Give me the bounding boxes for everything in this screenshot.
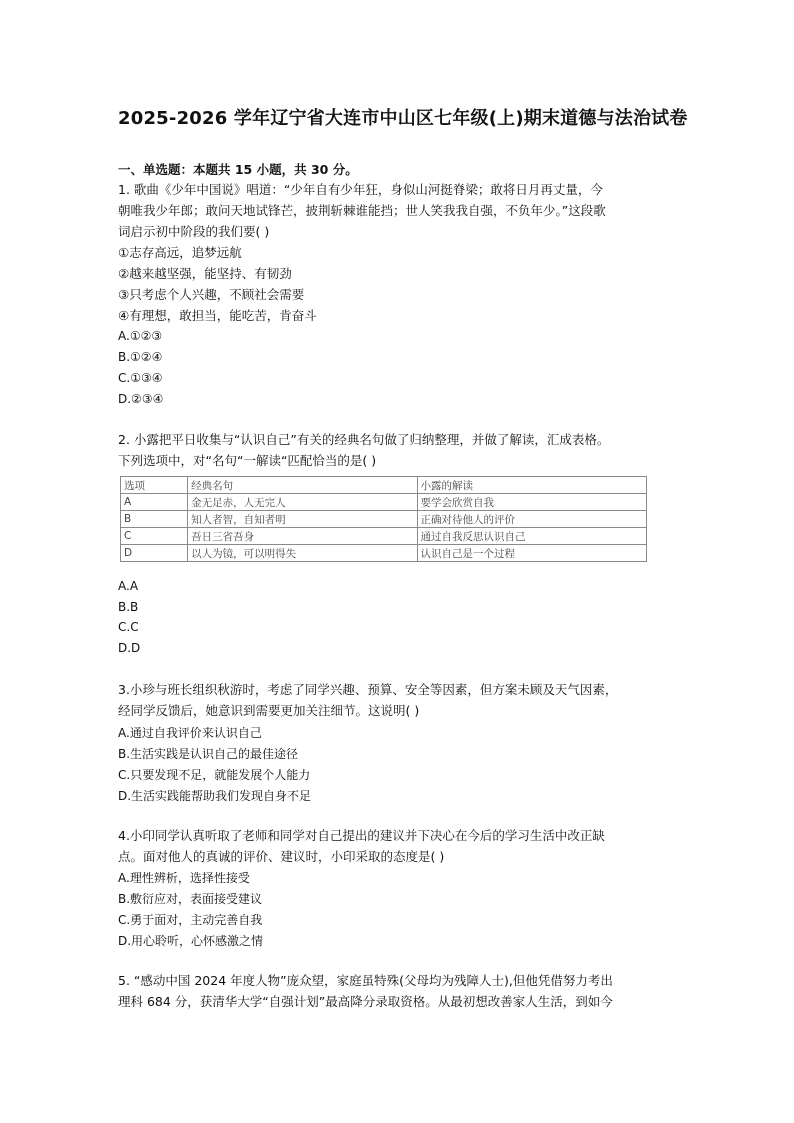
table-row xyxy=(121,528,647,545)
question-1-stem-line: 朝唯我少年郎；敢问天地试锋芒，披荆斩棘谁能挡；世人笑我我自强，不负年少。”这段歌 xyxy=(118,203,606,218)
question-3-option-a[interactable]: A.通过自我评价来认识自己 xyxy=(118,726,262,740)
table-cell: 金无足赤，人无完人 xyxy=(188,494,417,511)
question-5-stem-line: 理科 684 分，获清华大学“自强计划”最高降分录取资格。从最初想改善家人生活，到如今 xyxy=(118,994,613,1009)
table-cell: 吾日三省吾身 xyxy=(188,528,417,545)
question-3-option-b[interactable]: B.生活实践是认识自己的最佳途径 xyxy=(118,747,299,761)
table-cell: C xyxy=(121,528,188,545)
question-5-stem-line: 5. “感动中国 2024 年度人物”庞众望，家庭虽特殊(父母均为残障人士),但他凭借努力考出 xyxy=(118,973,613,988)
question-2-option-c[interactable]: C.C xyxy=(118,620,139,634)
table-cell: 要学会欣赏自我 xyxy=(417,494,646,511)
table-header-cell: 小露的解读 xyxy=(417,477,646,494)
question-1-statement: ④有理想，敢担当，能吃苦，肯奋斗 xyxy=(118,308,317,323)
question-1-stem-line: 词启示初中阶段的我们要( ) xyxy=(118,224,270,239)
question-2-stem-line: 下列选项中，对“名句“一解读“匹配恰当的是( ) xyxy=(118,453,377,468)
question-1-statement: ②越来越坚强，能坚持、有韧劲 xyxy=(118,266,292,281)
question-1-option-a[interactable]: A.①②③ xyxy=(118,329,163,343)
question-2-option-d[interactable]: D.D xyxy=(118,641,141,655)
table-cell: 以人为镜，可以明得失 xyxy=(188,545,417,562)
question-2-table xyxy=(120,476,647,562)
question-1-option-b[interactable]: B.①②④ xyxy=(118,350,163,364)
question-4-option-b[interactable]: B.敷衍应对，表面接受建议 xyxy=(118,892,263,906)
table-cell: D xyxy=(121,545,188,562)
question-1-statement: ①志存高远，追梦远航 xyxy=(118,245,242,260)
question-4-option-c[interactable]: C.勇于面对，主动完善自我 xyxy=(118,913,263,927)
question-1-stem-line: 1. 歌曲《少年中国说》唱道：“少年自有少年狂，身似山河挺脊梁；敢将日月再丈量，今 xyxy=(118,182,603,197)
question-4-stem-line: 4.小印同学认真听取了老师和同学对自己提出的建议并下决心在今后的学习生活中改正缺 xyxy=(118,828,605,843)
table-cell: 认识自己是一个过程 xyxy=(417,545,646,562)
question-3-stem-line: 经同学反馈后，她意识到需要更加关注细节。这说明( ) xyxy=(118,703,420,718)
question-4-option-d[interactable]: D.用心聆听，心怀感激之情 xyxy=(118,934,264,948)
question-3-stem-line: 3.小珍与班长组织秋游时，考虑了同学兴趣、预算、安全等因素，但方案未顾及天气因素， xyxy=(118,682,618,697)
question-1-statement: ③只考虑个人兴趣，不顾社会需要 xyxy=(118,287,305,302)
table-cell: 正确对待他人的评价 xyxy=(417,511,646,528)
table-row xyxy=(121,494,647,511)
table-cell: A xyxy=(121,494,188,511)
question-2-option-b[interactable]: B.B xyxy=(118,600,139,614)
table-header-cell: 经典名句 xyxy=(188,477,417,494)
table-cell: B xyxy=(121,511,188,528)
table-cell: 通过自我反思认识自己 xyxy=(417,528,646,545)
page-title: 2025-2026 学年辽宁省大连市中山区七年级(上)期末道德与法治试卷 xyxy=(118,108,688,129)
question-1-option-d[interactable]: D.②③④ xyxy=(118,392,164,406)
question-2-stem-line: 2. 小露把平日收集与“认识自己”有关的经典名句做了归纳整理，并做了解读，汇成表格。 xyxy=(118,432,610,447)
table-row xyxy=(121,545,647,562)
table-row xyxy=(121,511,647,528)
section-heading: 一、单选题：本题共 15 小题，共 30 分。 xyxy=(118,162,358,177)
table-cell: 知人者智，自知者明 xyxy=(188,511,417,528)
question-4-stem-line: 点。面对他人的真诚的评价、建议时，小印采取的态度是( ) xyxy=(118,849,445,864)
question-3-option-d[interactable]: D.生活实践能帮助我们发现自身不足 xyxy=(118,789,312,803)
table-header-cell: 选项 xyxy=(121,477,188,494)
question-2-option-a[interactable]: A.A xyxy=(118,579,139,593)
question-3-option-c[interactable]: C.只要发现不足，就能发展个人能力 xyxy=(118,768,311,782)
question-1-option-c[interactable]: C.①③④ xyxy=(118,371,163,385)
table-header-row xyxy=(121,477,647,494)
question-4-option-a[interactable]: A.理性辨析，选择性接受 xyxy=(118,871,250,885)
